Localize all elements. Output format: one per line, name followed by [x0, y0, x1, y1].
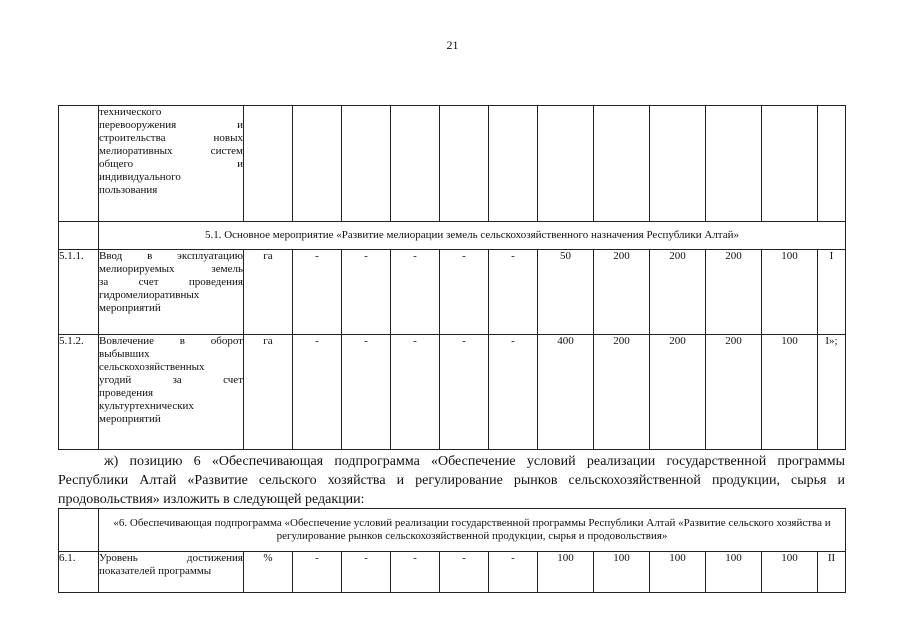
- row-number-cell: [59, 106, 99, 222]
- indicator-name-line: сельскохозяйственных: [99, 361, 205, 373]
- row-number: 6.1.: [59, 552, 99, 593]
- value-cell: -: [489, 250, 538, 335]
- value-cell: -: [489, 335, 538, 450]
- value-cell: -: [440, 250, 489, 335]
- value-cell: 100: [706, 552, 762, 593]
- section-header: 5.1. Основное мероприятие «Развитие мелиорации земель сельскохозяйственного назначения Республики Алтай»: [99, 222, 846, 250]
- table-row: [59, 552, 846, 593]
- indicator-name-line: Вовлечение в оборот: [99, 335, 243, 347]
- indicator-name-line: Ввод в эксплуатацию: [99, 250, 243, 262]
- indicator-name-cell: [99, 552, 244, 593]
- indicator-name-line: мероприятий: [99, 302, 161, 314]
- value-cell: 50: [538, 250, 594, 335]
- page-number: 21: [446, 38, 459, 52]
- value-cell: -: [293, 335, 342, 450]
- value-cell: 100: [538, 552, 594, 593]
- value-cell: -: [440, 552, 489, 593]
- value-cell: -: [391, 552, 440, 593]
- value-cell: 100: [762, 250, 818, 335]
- row-number: 5.1.1.: [59, 250, 99, 335]
- indicator-name-cell: [99, 335, 244, 450]
- value-cell: 200: [706, 335, 762, 450]
- section-header-row: [59, 222, 846, 250]
- indicator-name-line: общего и: [99, 158, 243, 170]
- indicator-name-line: перевооружения и: [99, 119, 243, 131]
- value-cell: -: [440, 335, 489, 450]
- indicator-name-line: мелиоративных систем: [99, 145, 243, 157]
- indicator-name-line: мелиорируемых земель: [99, 263, 243, 275]
- indicator-name-line: угодий за счет: [99, 374, 243, 386]
- value-cell: 100: [594, 552, 650, 593]
- row-number: 5.1.2.: [59, 335, 99, 450]
- indicator-name-line: культуртехнических: [99, 400, 194, 412]
- program-indicators-table-continued: [58, 105, 846, 450]
- value-cell: -: [489, 552, 538, 593]
- indicator-name-line: гидромелиоративных: [99, 289, 200, 301]
- unit-cell: га: [244, 335, 293, 450]
- indicator-name-line: за счет проведения: [99, 276, 243, 288]
- value-cell: -: [293, 552, 342, 593]
- table-row: [59, 250, 846, 335]
- value-cell: 200: [650, 335, 706, 450]
- section-header-row: [59, 509, 846, 552]
- value-cell: 200: [594, 250, 650, 335]
- value-cell: I»;: [818, 335, 846, 450]
- value-cell: -: [293, 250, 342, 335]
- table-row: [59, 335, 846, 450]
- table-row: [59, 106, 846, 222]
- indicator-name-line: строительства новых: [99, 132, 243, 144]
- value-cell: 200: [650, 250, 706, 335]
- section-header: «6. Обеспечивающая подпрограмма «Обеспечение условий реализации государственной программы Республики Алтай «Развитие сельского хозяйства и регулирование рынков сельскохозяйственной продукции, сырья и продовольствия»: [99, 509, 846, 552]
- indicator-name-line: технического: [99, 106, 162, 118]
- indicator-name-line: индивидуального: [99, 171, 181, 183]
- indicator-name-line: показателей программы: [99, 565, 212, 577]
- indicator-name-line: мероприятий: [99, 413, 161, 425]
- value-cell: II: [818, 552, 846, 593]
- value-cell: -: [342, 335, 391, 450]
- value-cell: 400: [538, 335, 594, 450]
- value-cell: 200: [594, 335, 650, 450]
- value-cell: 100: [762, 335, 818, 450]
- value-cell: -: [342, 552, 391, 593]
- indicator-name-line: пользования: [99, 184, 158, 196]
- unit-cell: га: [244, 250, 293, 335]
- value-cell: -: [391, 335, 440, 450]
- indicator-name-cell: [99, 106, 244, 222]
- value-cell: I: [818, 250, 846, 335]
- value-cell: 100: [762, 552, 818, 593]
- value-cell: -: [342, 250, 391, 335]
- unit-cell: %: [244, 552, 293, 593]
- amendment-paragraph: ж) позицию 6 «Обеспечивающая подпрограмма «Обеспечение условий реализации государственной программы Республики Алтай «Развитие сельского хозяйства и регулирование рынков сельскохозяйственной продукции, сырья и продовольствия» изложить в следующей редакции:: [58, 454, 845, 507]
- indicator-name-line: проведения: [99, 387, 154, 399]
- value-cell: -: [391, 250, 440, 335]
- indicator-name-line: выбывших: [99, 348, 150, 360]
- indicator-name-cell: [99, 250, 244, 335]
- value-cell: 100: [650, 552, 706, 593]
- value-cell: 200: [706, 250, 762, 335]
- indicator-name-line: Уровень достижения: [99, 552, 243, 564]
- program-indicators-table-new: [58, 508, 846, 593]
